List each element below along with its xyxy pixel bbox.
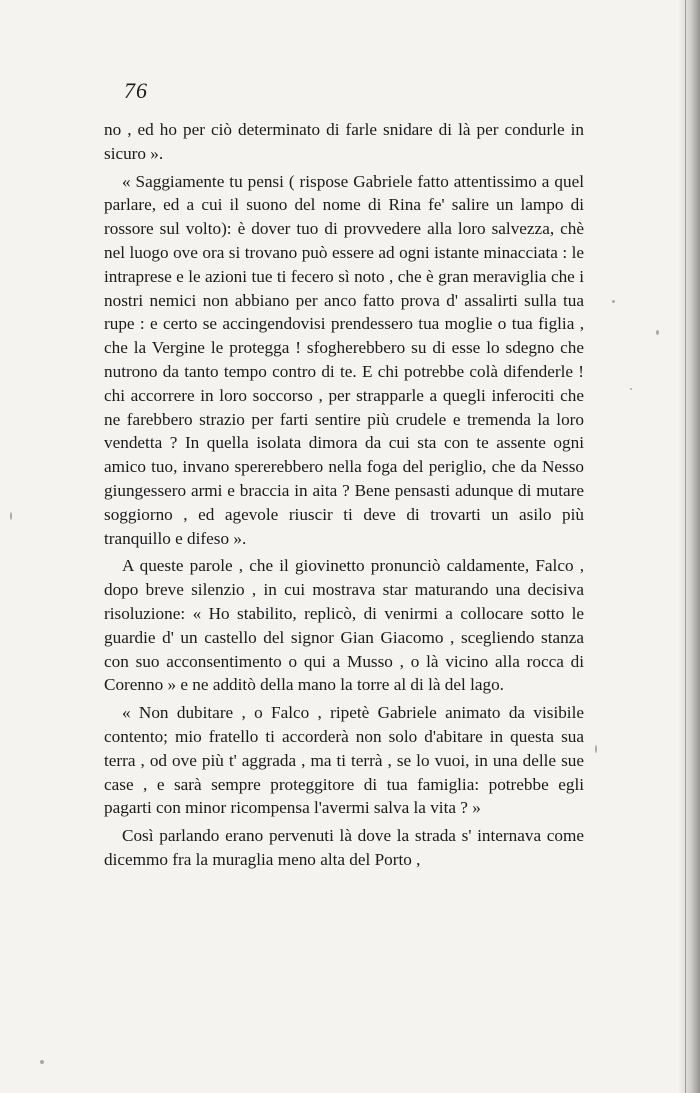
page-number: 76 [124,78,148,103]
paragraph: no , ed ho per ciò determinato di farle snidare di là per condurle in sicuro ». [104,120,584,163]
page-edge-line [685,0,686,1093]
paper-speck [40,1060,44,1064]
page-edge-shadow [678,0,700,1093]
paper-speck [595,745,597,753]
paragraph: « Non dubitare , o Falco , ripetè Gabriele animato da visibile contento; mio fratello ti accorderà non solo d'abitare in questa sua terra , od ove più t' aggrada , ma ti terrà , se lo vuoi, in una delle sue case , e sarà sempre proteggitore di tua famiglia: potrebbe egli pagarti con minor ricompensa l'avermi salva la vita ? » [104,703,584,818]
paper-speck [656,330,659,335]
paragraph: A queste parole , che il giovinetto pronunciò caldamente, Falco , dopo breve silenzio , in cui mostrava star maturando una decisiva risoluzione: « Ho stabilito, replicò, di venirmi a collocare sotto le guardie d' un castello del signor Gian Giacomo , scegliendo stanza con suo acconsentimento o qui a Musso , o là vicino alla rocca di Corenno » e ne additò della mano la torre al di là del lago. [104,556,584,695]
paragraph: « Saggiamente tu pensi ( rispose Gabriele fatto attentissimo a quel parlare, ed a cui il suono del nome di Rina fe' salire un lampo di rossore sul volto): è dover tuo di provvedere alla loro salvezza, chè nel luogo ove ora si trovano può essere ad ogni istante minacciata : le intraprese e le azioni tue ti fecero sì noto , che è gran meraviglia che i nostri nemici non abbiano per anco fatto prova d' assalirti sulla tua rupe : e certo se accingendovisi prendessero tua moglie o tua figlia , che la Vergine le protegga ! sfogherebbero su di esse lo sdegno che nutrono da tanto tempo contro di te. E chi potrebbe colà difenderle ! chi accorrere in loro soccorso , per strapparle a quegli inferociti che ne farebbero strazio per farti sentire più crudele e tremenda la loro vendetta ? In quella isolata dimora da cui sta con te assente ogni amico tuo, invano spererebbero nella foga del periglio, che da Nesso giungessero armi e braccia in aita ? Bene pensasti adunque di mutare soggiorno , ed agevole riuscir ti deve di trovarti un asilo più tranquillo e difeso ». [104,171,584,548]
paper-speck [612,300,615,303]
paper-speck [10,512,12,520]
paper-speck [630,388,632,390]
page-body [104,118,584,876]
paragraph: Così parlando erano pervenuti là dove la strada s' internava come dicemmo fra la muraglia meno alta del Porto , [104,826,584,869]
